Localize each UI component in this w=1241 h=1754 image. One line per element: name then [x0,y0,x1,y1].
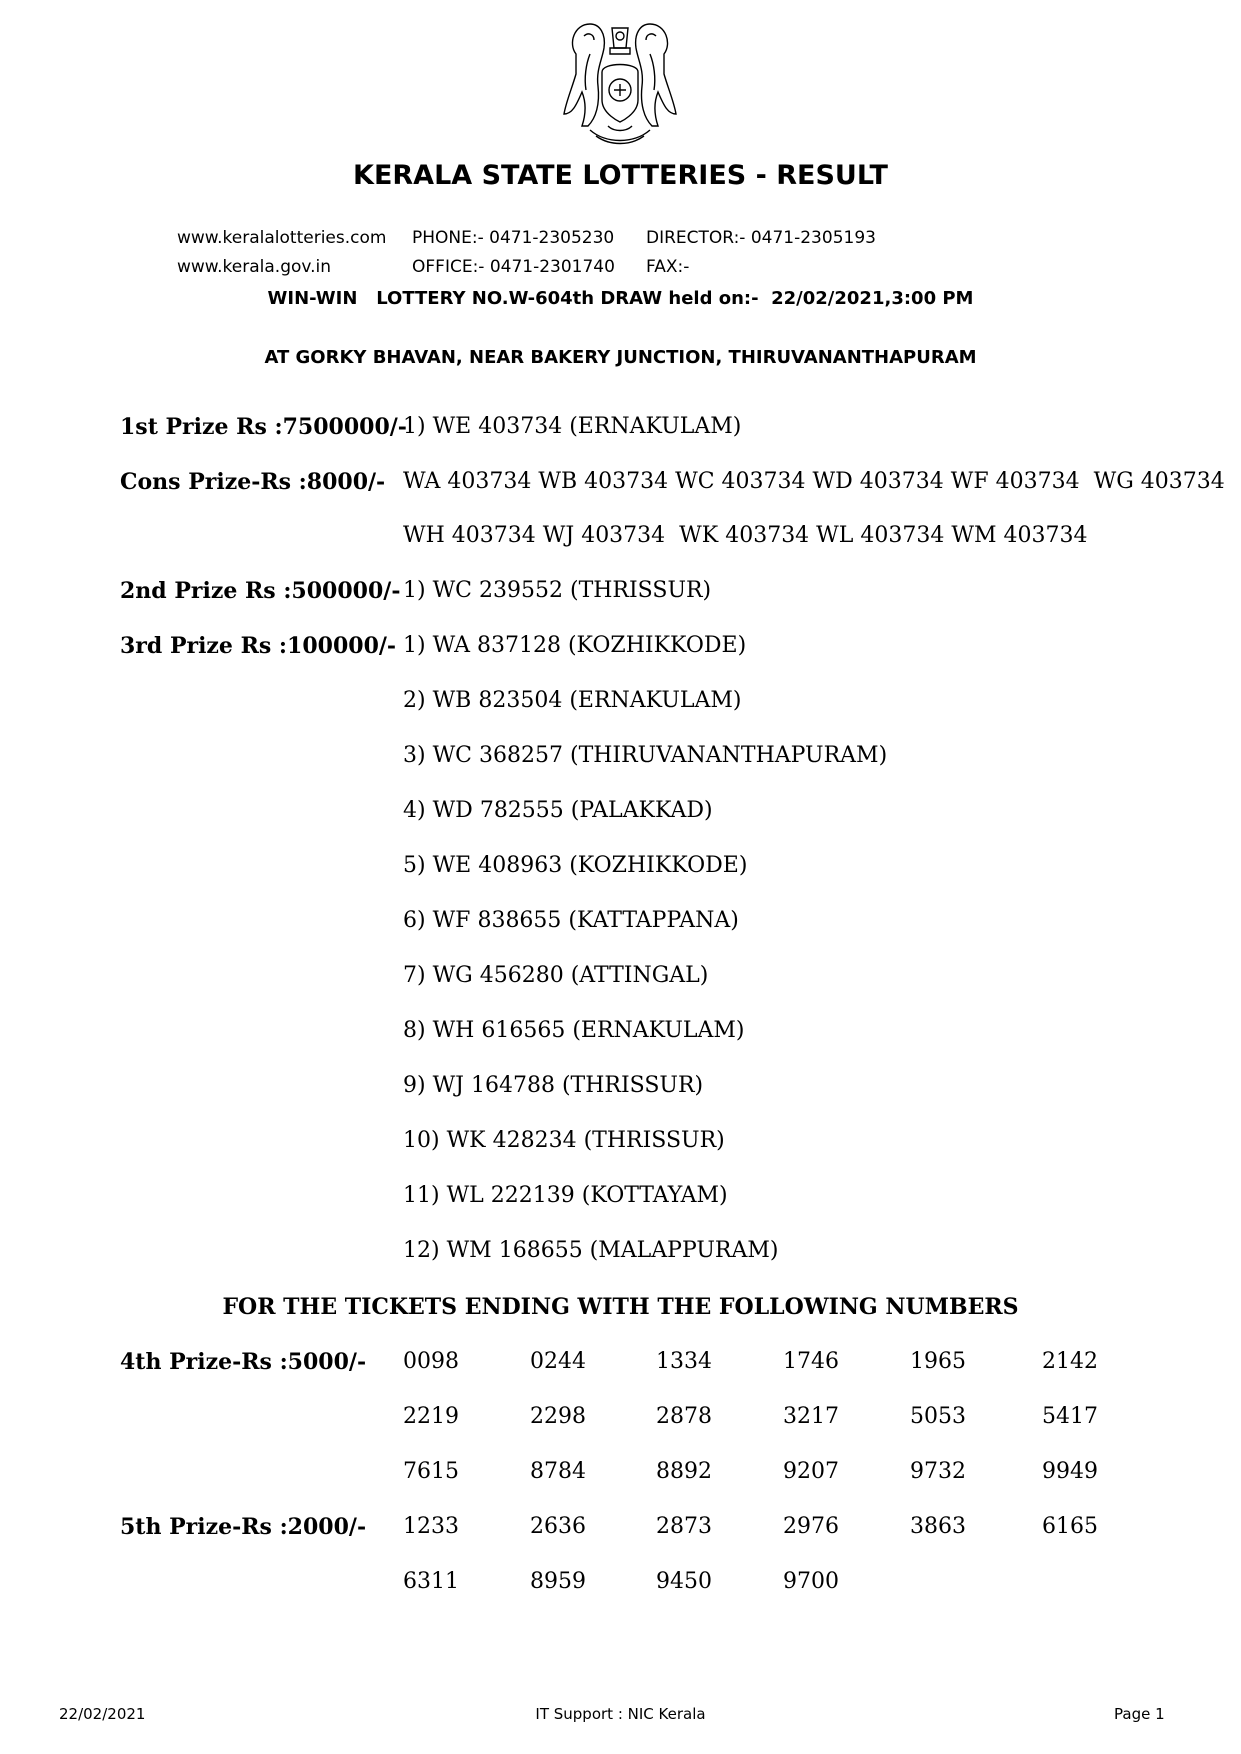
fourth-prize-label: 4th Prize-Rs :5000/- [120,1349,367,1375]
list-item: 4) WD 782555 (PALAKKAD) [403,798,713,823]
ticket-number: 3863 [910,1514,966,1539]
list-item: 5) WE 408963 (KOZHIKKODE) [403,853,748,878]
ticket-number: 6311 [403,1569,459,1594]
list-item: 7) WG 456280 (ATTINGAL) [403,963,709,988]
first-prize-label: 1st Prize Rs :7500000/- [120,414,407,440]
ticket-number: 2142 [1042,1349,1098,1374]
ticket-number: 1965 [910,1349,966,1374]
ticket-number: 2636 [530,1514,586,1539]
list-item: 1) WA 837128 (KOZHIKKODE) [403,633,747,658]
list-item: 12) WM 168655 (MALAPPURAM) [403,1238,779,1263]
office-number: OFFICE:- 0471-2301740 [412,257,615,277]
list-item: 10) WK 428234 (THRISSUR) [403,1128,725,1153]
ticket-number: 8959 [530,1569,586,1594]
ticket-number: 9700 [783,1569,839,1594]
list-item: 2) WB 823504 (ERNAKULAM) [403,688,742,713]
footer-date: 22/02/2021 [59,1705,146,1723]
director-number: DIRECTOR:- 0471-2305193 [646,228,876,248]
ticket-number: 9207 [783,1459,839,1484]
list-item: 8) WH 616565 (ERNAKULAM) [403,1018,745,1043]
draw-info: WIN-WIN LOTTERY NO.W-604th DRAW held on:- 22/02/2021,3:00 PM [267,288,974,309]
ticket-number: 9450 [656,1569,712,1594]
ticket-number: 8784 [530,1459,586,1484]
third-prize-label: 3rd Prize Rs :100000/- [120,633,397,659]
list-item: 3) WC 368257 (THIRUVANANTHAPURAM) [403,743,888,768]
list-item: 6) WF 838655 (KATTAPPANA) [403,908,739,933]
ticket-number: 2878 [656,1404,712,1429]
fifth-prize-label: 5th Prize-Rs :2000/- [120,1514,367,1540]
second-prize-label: 2nd Prize Rs :500000/- [120,578,401,604]
ticket-number: 1233 [403,1514,459,1539]
fax-number: FAX:- [646,257,690,277]
website-link-kerala-gov[interactable]: www.kerala.gov.in [177,257,332,277]
ticket-number: 1334 [656,1349,712,1374]
ticket-number: 7615 [403,1459,459,1484]
ticket-number: 2976 [783,1514,839,1539]
list-item: 11) WL 222139 (KOTTAYAM) [403,1183,728,1208]
footer-support: IT Support : NIC Kerala [535,1705,706,1723]
ticket-number: 6165 [1042,1514,1098,1539]
list-item: 9) WJ 164788 (THRISSUR) [403,1073,704,1098]
ticket-number: 2219 [403,1404,459,1429]
ticket-number: 8892 [656,1459,712,1484]
ticket-number: 9732 [910,1459,966,1484]
ticket-number: 1746 [783,1349,839,1374]
ticket-number: 2298 [530,1404,586,1429]
ending-numbers-heading: FOR THE TICKETS ENDING WITH THE FOLLOWING NUMBERS [222,1294,1019,1320]
ticket-number: 5417 [1042,1404,1098,1429]
kerala-emblem-icon [560,14,680,152]
cons-prize-label: Cons Prize-Rs :8000/- [120,469,386,495]
ticket-number: 2873 [656,1514,712,1539]
first-prize-winner: 1) WE 403734 (ERNAKULAM) [403,414,742,439]
website-link-kerala-lotteries[interactable]: www.keralalotteries.com [177,228,387,248]
footer-page-number: Page 1 [1114,1705,1165,1723]
ticket-number: 0244 [530,1349,586,1374]
ticket-number: 9949 [1042,1459,1098,1484]
second-prize-winner: 1) WC 239552 (THRISSUR) [403,578,712,603]
phone-number: PHONE:- 0471-2305230 [412,228,615,248]
ticket-number: 0098 [403,1349,459,1374]
ticket-number: 3217 [783,1404,839,1429]
cons-prize-line-2: WH 403734 WJ 403734 WK 403734 WL 403734 WM 403734 [403,523,1088,548]
page-title: KERALA STATE LOTTERIES - RESULT [353,160,888,191]
draw-venue: AT GORKY BHAVAN, NEAR BAKERY JUNCTION, THIRUVANANTHAPURAM [264,347,977,368]
ticket-number: 5053 [910,1404,966,1429]
cons-prize-line-1: WA 403734 WB 403734 WC 403734 WD 403734 WF 403734 WG 403734 [403,469,1225,494]
